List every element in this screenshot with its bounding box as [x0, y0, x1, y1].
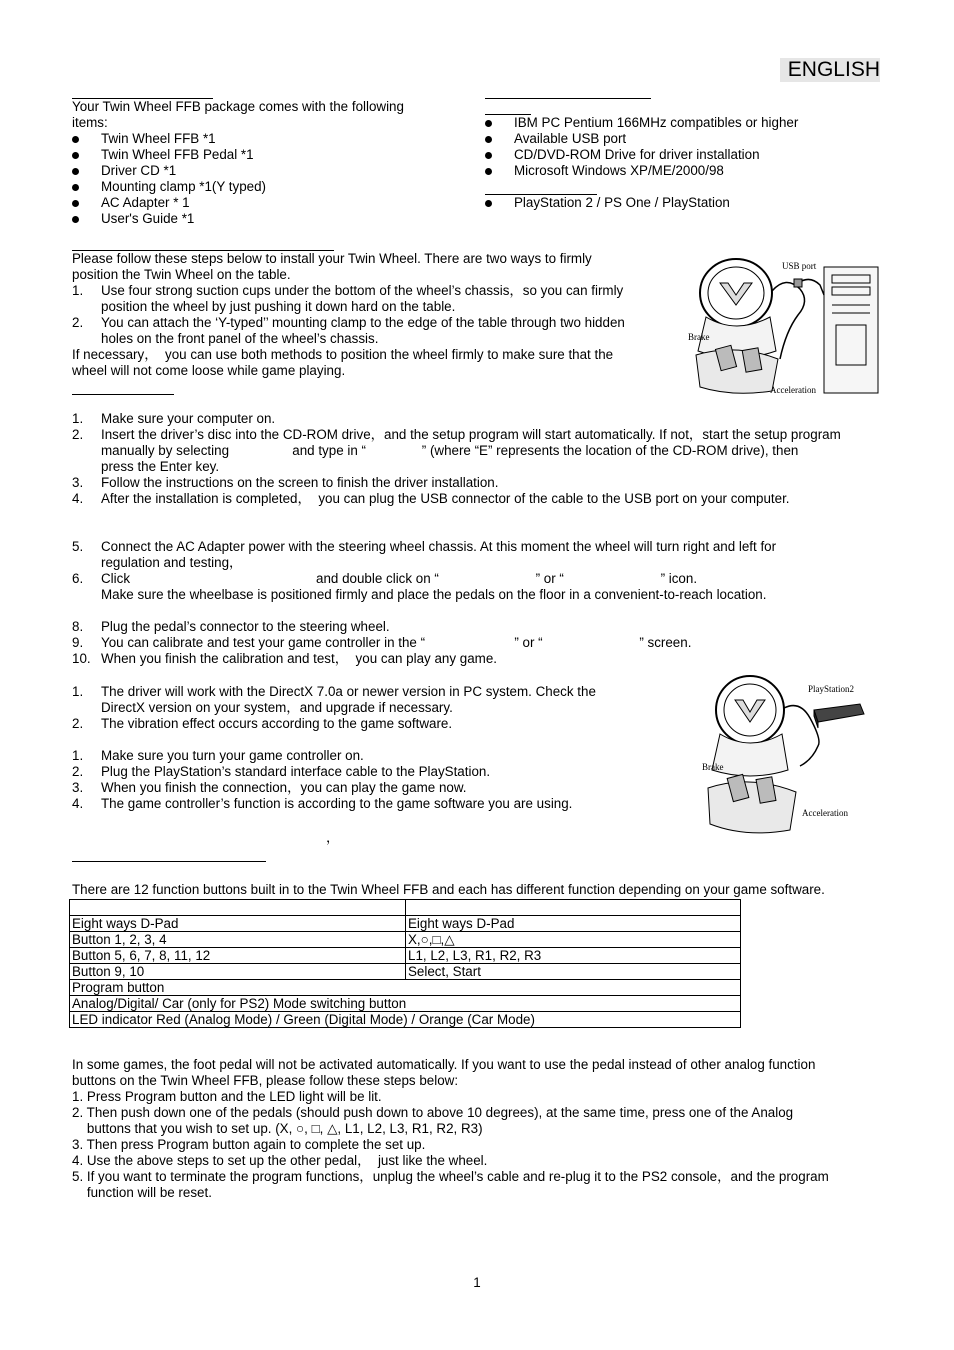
list-item: Microsoft Windows XP/ME/2000/98 — [485, 163, 905, 179]
list-item: Twin Wheel FFB *1 — [72, 131, 472, 147]
list-item: CD/DVD-ROM Drive for driver installation — [485, 147, 905, 163]
table-cell: L1, L2, L3, R1, R2, R3 — [406, 948, 741, 964]
wheel-hub — [735, 700, 765, 722]
list-item: 2. You can attach the ‘Y-typed’’ mounting clamp to the edge of the table through two hidden holes on the front panel of the wheel’s chassis. — [72, 315, 625, 346]
pedal-base — [708, 782, 796, 833]
accel-pedal — [742, 348, 762, 372]
list-item: Available USB port — [485, 131, 905, 147]
brake-label: Brake — [702, 762, 724, 772]
list-item: Mounting clamp *1(Y typed) — [72, 179, 472, 195]
pc-steps — [72, 411, 902, 507]
list-item: 1. Make sure you turn your game controller on. — [72, 748, 364, 763]
table-cell: Eight ways D-Pad — [406, 916, 741, 932]
table-header-row — [70, 900, 741, 916]
table-cell: Button 1, 2, 3, 4 — [70, 932, 406, 948]
list-item: 1. Make sure your computer on. — [72, 411, 276, 426]
list-item: 10. When you finish the calibration and test， you can play any game. — [72, 651, 497, 666]
table-row — [70, 916, 741, 932]
list-item: PlayStation 2 / PS One / PlayStation — [485, 195, 905, 211]
page-number: 1 — [473, 1275, 481, 1290]
table-header-cell — [70, 900, 406, 916]
table-header-cell — [406, 900, 741, 916]
ps2-console — [814, 704, 864, 722]
pc-requirements — [485, 115, 905, 179]
usb-port-label: USB port — [782, 261, 817, 271]
list-item: AC Adapter * 1 — [72, 195, 472, 211]
list-item: 2. Then push down one of the pedals (should push down to above 10 degrees), at the same time, press one of the Analog — [72, 1105, 794, 1120]
package-intro-line: Your Twin Wheel FFB package comes with the following — [72, 99, 404, 114]
acceleration-label: Acceleration — [802, 808, 848, 818]
pedal-section: In some games, the foot pedal will not be activated automatically. If you want to use the pedal instead of other analog function buttons on the Twin Wheel FFB, please follow these steps below: 1. Press Program button and the LED light will be lit. 2. Then push down one of the pedals (should push down to above 10 degrees), at the same time, press one of the Analog buttons that you wish to set up. (X, ○, □, △, L1, L2, L3, R1, R2, R3) 3. Then press Program button again to complete the set up. 4. Use the above steps to set up the other pedal， just like the wheel. 5. If you want to terminate the program functions，unplug the wheel’s cable and re-plug it to the PS2 console，and the program function will be reset. — [72, 1057, 902, 1201]
installation-section: Please follow these steps below to install your Twin Wheel. There are two ways to firmly position the Twin Wheel on the table. 1. Use four strong suction cups under the bottom of the wheel’s chassis，so you can firmly position the wheel by just pushing it down hard on the table. 2. You can attach the ‘Y-typed’’ mounting clamp to the edge of the table through two hidden holes on the front panel of the wheel’s chassis. If necessary， you can use both methods to position the wheel firmly to make sure that the wheel will not come loose while game playing. — [72, 251, 682, 379]
accel-pedal — [756, 777, 776, 803]
notes — [72, 684, 672, 732]
playstation2-label: PlayStation2 — [808, 684, 855, 694]
table-row — [70, 964, 741, 980]
list-item: 2. Plug the PlayStation’s standard interface cable to the PlayStation. — [72, 764, 491, 779]
list-item: 1. Press Program button and the LED light will be lit. — [72, 1089, 382, 1104]
package-intro-line: items: — [72, 115, 108, 130]
pc-steps-continued — [72, 539, 902, 603]
function-table — [69, 899, 741, 1028]
wheel-rim-inner — [708, 267, 764, 319]
stray-comma: ， — [326, 830, 340, 845]
wheel-rim — [700, 259, 772, 327]
table-row — [70, 980, 741, 996]
table-row — [70, 932, 741, 948]
list-item: 6. Click and double click on “ ” or “ ” icon. Make sure the wheelbase is positioned firmly and place the pedals on the floor in a convenient-to-reach location. — [72, 571, 767, 602]
list-item: User's Guide *1 — [72, 211, 472, 227]
usb-cable — [772, 282, 805, 359]
list-item: 3. When you finish the connection，you can play the game now. — [72, 780, 467, 795]
list-item: 4. The game controller’s function is according to the game software you are using. — [72, 796, 573, 811]
table-cell: Eight ways D-Pad — [70, 916, 406, 932]
table-row — [70, 1012, 741, 1028]
function-intro: There are 12 function buttons built in to the Twin Wheel FFB and each has different function depending on your game software. — [72, 882, 825, 897]
package-section — [72, 99, 472, 227]
list-item: 1. The driver will work with the DirectX 7.0a or newer version in PC system. Check the DirectX version on your system，and upgrade if necessary. — [72, 684, 596, 715]
list-item: 1. Use four strong suction cups under the bottom of the wheel’s chassis，so you can firmly position the wheel by just pushing it down hard on the table. — [72, 283, 624, 314]
console-requirements — [485, 195, 905, 211]
list-item: 5. If you want to terminate the program functions，unplug the wheel’s cable and re-plug it to the PS2 console，and the program — [72, 1169, 829, 1184]
list-item: 8. Plug the pedal’s connector to the steering wheel. — [72, 619, 390, 634]
table-cell: Select, Start — [406, 964, 741, 980]
list-item: 2. The vibration effect occurs according to the game software. — [72, 716, 453, 731]
pc-connection-illustration — [686, 255, 882, 397]
wheel-rim — [716, 676, 784, 744]
table-cell: Program button — [70, 980, 741, 996]
list-item: 3. Follow the instructions on the screen to finish the driver installation. — [72, 475, 499, 490]
list-item: Driver CD *1 — [72, 163, 472, 179]
acceleration-label: Acceleration — [770, 385, 816, 395]
table-cell: Button 5, 6, 7, 8, 11, 12 — [70, 948, 406, 964]
pc-steps-final — [72, 619, 902, 667]
table-cell: Button 9, 10 — [70, 964, 406, 980]
list-item: 4. Use the above steps to set up the other pedal， just like the wheel. — [72, 1153, 488, 1168]
pedal-base — [696, 350, 778, 393]
table-row — [70, 948, 741, 964]
language-label: ENGLISH — [780, 58, 880, 82]
pc-tower — [824, 267, 878, 393]
list-item: IBM PC Pentium 166MHz compatibles or higher — [485, 115, 905, 131]
brake-label: Brake — [688, 332, 710, 342]
table-cell: X,○,□,△ — [406, 932, 741, 948]
list-item: 3. Then press Program button again to complete the set up. — [72, 1137, 426, 1152]
list-item: 5. Connect the AC Adapter power with the steering wheel chassis. At this moment the wheel will turn right and left for regulation and testing， — [72, 539, 777, 570]
list-item: 2. Insert the driver’s disc into the CD-ROM drive，and the setup program will start automatically. If not，start the setup program manually by selecting and type in “ ” (where “E” represents the location of the CD-ROM drive), then press the Enter key. — [72, 427, 841, 474]
playstation-steps — [72, 748, 692, 812]
pc-requirements-rule — [485, 98, 651, 99]
table-cell: Analog/Digital/ Car (only for PS2) Mode switching button — [70, 996, 741, 1012]
list-item: 4. After the installation is completed， you can plug the USB connector of the cable to the USB port on your computer. — [72, 491, 790, 506]
function-heading-rule — [72, 861, 266, 862]
list-item: 9. You can calibrate and test your game controller in the “ ” or “ ” screen. — [72, 635, 692, 650]
playstation-connection-illustration — [700, 670, 870, 838]
pc-install-heading-rule — [72, 394, 174, 395]
list-item: Twin Wheel FFB Pedal *1 — [72, 147, 472, 163]
wheel-hub — [720, 283, 752, 305]
table-cell: LED indicator Red (Analog Mode) / Green (Digital Mode) / Orange (Car Mode) — [70, 1012, 741, 1028]
table-row — [70, 996, 741, 1012]
